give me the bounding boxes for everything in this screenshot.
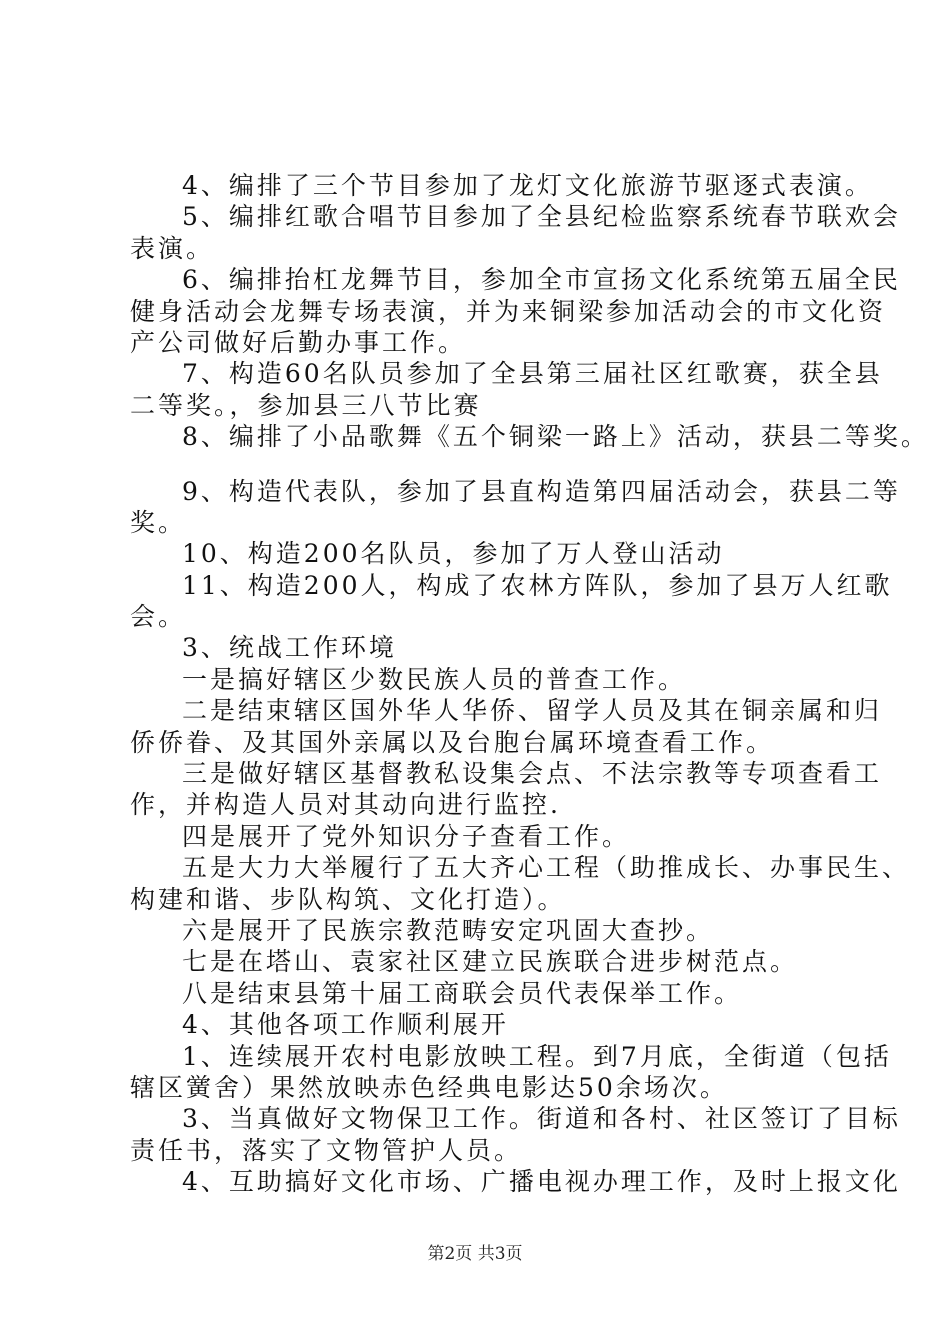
section-heading: 4、其他各项工作顺利展开 (182, 1010, 509, 1040)
paragraph-line: 二等奖。，参加县三八节比赛 (130, 390, 482, 420)
paragraph-line: 责任书，落实了文物管护人员。 (130, 1135, 523, 1165)
paragraph-line: 表演。 (130, 233, 215, 263)
paragraph-line: 七是在塔山、袁家社区建立民族联合进步树范点。 (182, 947, 799, 977)
paragraph-line: 作，并构造人员对其动向进行监控. (130, 790, 561, 820)
paragraph-line: 八是结束县第十届工商联会员代表保举工作。 (182, 978, 743, 1008)
paragraph-line: 1、连续展开农村电影放映工程。到7月底，全街道（包括 (182, 1041, 892, 1071)
paragraph-line: 构建和谐、步队构筑、文化打造）。 (130, 884, 566, 914)
paragraph-line: 11、构造200人，构成了农林方阵队，参加了县万人红歌 (182, 570, 893, 600)
paragraph-line: 辖区黉舍）果然放映赤色经典电影达50余场次。 (130, 1072, 728, 1102)
paragraph-line: 4、编排了三个节目参加了龙灯文化旅游节驱逐式表演。 (182, 171, 873, 200)
paragraph-line: 四是展开了党外知识分子查看工作。 (182, 821, 631, 851)
section-heading: 3、统战工作环境 (182, 633, 397, 663)
paragraph-line: 三是做好辖区基督教私设集会点、不法宗教等专项查看工 (182, 759, 883, 789)
paragraph-line: 奖。 (130, 507, 187, 537)
paragraph-line: 4、互助搞好文化市场、广播电视办理工作，及时上报文化 (182, 1167, 901, 1197)
paragraph-line: 侨侨眷、及其国外亲属以及台胞台属环境查看工作。 (130, 727, 775, 757)
paragraph-line: 会。 (130, 602, 187, 632)
paragraph-line: 8、编排了小品歌舞《五个铜梁一路上》活动，获县二等奖。 (182, 422, 929, 452)
paragraph-line: 6、编排抬杠龙舞节目，参加全市宣扬文化系统第五届全民 (182, 265, 901, 295)
paragraph-line: 二是结束辖区国外华人华侨、留学人员及其在铜亲属和归 (182, 696, 883, 726)
paragraph-line: 六是展开了民族宗教范畴安定巩固大查抄。 (182, 915, 715, 945)
paragraph-line: 五是大力大举履行了五大齐心工程（助推成长、办事民生、 (182, 853, 911, 883)
paragraph-line: 产公司做好后勤办事工作。 (130, 327, 467, 357)
document-body (130, 170, 929, 1198)
paragraph-line: 5、编排红歌合唱节目参加了全县纪检监察系统春节联欢会 (182, 202, 901, 232)
page-number-footer: 第2页 共3页 (427, 1244, 523, 1264)
paragraph-line: 健身活动会龙舞专场表演，并为来铜梁参加活动会的市文化资 (130, 296, 887, 326)
paragraph-line: 一是搞好辖区少数民族人员的普查工作。 (182, 664, 687, 694)
paragraph-line: 3、当真做好文物保卫工作。街道和各村、社区签订了目标 (182, 1104, 901, 1134)
paragraph-line: 9、构造代表队，参加了县直构造第四届活动会，获县二等 (182, 476, 901, 506)
paragraph-line: 7、构造60名队员参加了全县第三届社区红歌赛，获全县 (182, 359, 883, 389)
paragraph-line: 10、构造200名队员，参加了万人登山活动 (182, 539, 725, 569)
